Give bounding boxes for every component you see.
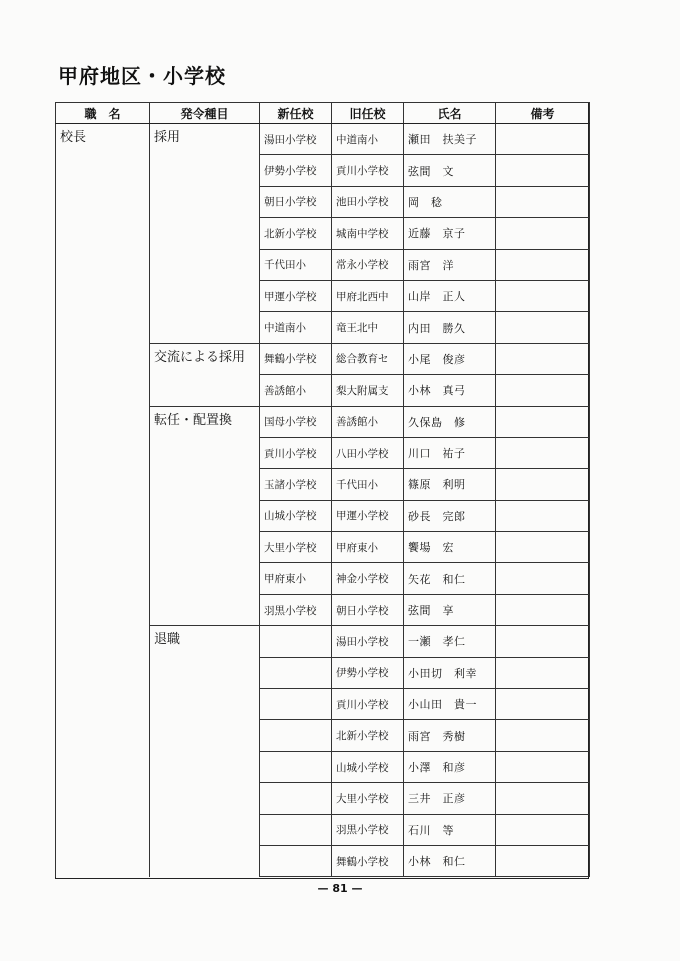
remarks-cell [496,626,590,657]
name-cell: 雨宮 秀樹 [404,720,496,751]
personnel-table [55,102,590,877]
name-cell: 弦間 文 [404,155,496,186]
name-cell: 小澤 和彦 [404,751,496,782]
name-cell: 岡 稔 [404,186,496,217]
remarks-cell [496,375,590,406]
header-role: 職 名 [56,103,150,124]
name-cell: 小林 和仁 [404,845,496,876]
name-cell: 久保島 修 [404,406,496,437]
name-cell: 山岸 正人 [404,280,496,311]
name-cell: 弦間 享 [404,594,496,625]
header-appointment-type: 発令種目 [150,103,260,124]
header-remarks: 備考 [496,103,590,124]
new-school-cell [260,783,332,814]
new-school-cell: 伊勢小学校 [260,155,332,186]
table-row [56,124,590,155]
new-school-cell: 甲府東小 [260,563,332,594]
remarks-cell [496,218,590,249]
remarks-cell [496,500,590,531]
name-cell: 小田切 利幸 [404,657,496,688]
previous-school-cell: 池田小学校 [332,186,404,217]
remarks-cell [496,343,590,374]
new-school-cell: 湯田小学校 [260,124,332,155]
name-cell: 川口 祐子 [404,437,496,468]
name-cell: 小尾 俊彦 [404,343,496,374]
previous-school-cell: 伊勢小学校 [332,657,404,688]
new-school-cell: 善誘館小 [260,375,332,406]
remarks-cell [496,594,590,625]
remarks-cell [496,783,590,814]
new-school-cell: 羽黒小学校 [260,594,332,625]
previous-school-cell: 城南中学校 [332,218,404,249]
header-new-school: 新任校 [260,103,332,124]
remarks-cell [496,689,590,720]
remarks-cell [496,532,590,563]
name-cell: 三井 正彦 [404,783,496,814]
new-school-cell: 山城小学校 [260,500,332,531]
new-school-cell: 国母小学校 [260,406,332,437]
new-school-cell: 甲運小学校 [260,280,332,311]
remarks-cell [496,720,590,751]
name-cell: 石川 等 [404,814,496,845]
previous-school-cell: 梨大附属支 [332,375,404,406]
new-school-cell: 北新小学校 [260,218,332,249]
previous-school-cell: 貢川小学校 [332,155,404,186]
table-header-row [56,103,590,124]
new-school-cell: 貢川小学校 [260,437,332,468]
new-school-cell [260,626,332,657]
name-cell: 内田 勝久 [404,312,496,343]
page-number: — 81 — [317,882,363,895]
name-cell: 饗場 宏 [404,532,496,563]
remarks-cell [496,437,590,468]
name-cell: 矢花 和仁 [404,563,496,594]
new-school-cell [260,814,332,845]
name-cell: 一瀬 孝仁 [404,626,496,657]
previous-school-cell: 総合教育セ [332,343,404,374]
remarks-cell [496,124,590,155]
new-school-cell [260,845,332,876]
personnel-table-frame [55,102,589,879]
previous-school-cell: 甲府北西中 [332,280,404,311]
remarks-cell [496,751,590,782]
new-school-cell: 玉諸小学校 [260,469,332,500]
remarks-cell [496,280,590,311]
appointment-type-cell: 退職 [150,626,260,877]
remarks-cell [496,657,590,688]
previous-school-cell: 甲府東小 [332,532,404,563]
remarks-cell [496,155,590,186]
name-cell: 砂長 完郎 [404,500,496,531]
header-previous-school: 旧任校 [332,103,404,124]
remarks-cell [496,312,590,343]
new-school-cell: 中道南小 [260,312,332,343]
new-school-cell [260,720,332,751]
previous-school-cell: 甲運小学校 [332,500,404,531]
previous-school-cell: 山城小学校 [332,751,404,782]
remarks-cell [496,845,590,876]
new-school-cell: 千代田小 [260,249,332,280]
remarks-cell [496,563,590,594]
name-cell: 雨宮 洋 [404,249,496,280]
appointment-type-cell: 採用 [150,124,260,344]
previous-school-cell: 北新小学校 [332,720,404,751]
previous-school-cell: 八田小学校 [332,437,404,468]
new-school-cell: 舞鶴小学校 [260,343,332,374]
remarks-cell [496,249,590,280]
remarks-cell [496,469,590,500]
appointment-type-cell: 転任・配置換 [150,406,260,626]
remarks-cell [496,186,590,217]
new-school-cell [260,689,332,720]
new-school-cell: 大里小学校 [260,532,332,563]
remarks-cell [496,814,590,845]
new-school-cell [260,657,332,688]
previous-school-cell: 常永小学校 [332,249,404,280]
previous-school-cell: 中道南小 [332,124,404,155]
previous-school-cell: 神金小学校 [332,563,404,594]
name-cell: 小林 真弓 [404,375,496,406]
role-cell: 校長 [56,124,150,877]
previous-school-cell: 朝日小学校 [332,594,404,625]
new-school-cell: 朝日小学校 [260,186,332,217]
previous-school-cell: 善誘館小 [332,406,404,437]
previous-school-cell: 湯田小学校 [332,626,404,657]
previous-school-cell: 舞鶴小学校 [332,845,404,876]
name-cell: 小山田 貴一 [404,689,496,720]
appointment-type-cell: 交流による採用 [150,343,260,406]
previous-school-cell: 羽黒小学校 [332,814,404,845]
previous-school-cell: 大里小学校 [332,783,404,814]
name-cell: 篠原 利明 [404,469,496,500]
header-name: 氏名 [404,103,496,124]
name-cell: 瀬田 扶美子 [404,124,496,155]
previous-school-cell: 千代田小 [332,469,404,500]
previous-school-cell: 貢川小学校 [332,689,404,720]
previous-school-cell: 竜王北中 [332,312,404,343]
new-school-cell [260,751,332,782]
remarks-cell [496,406,590,437]
page-title: 甲府地区・小学校 [58,64,226,88]
name-cell: 近藤 京子 [404,218,496,249]
